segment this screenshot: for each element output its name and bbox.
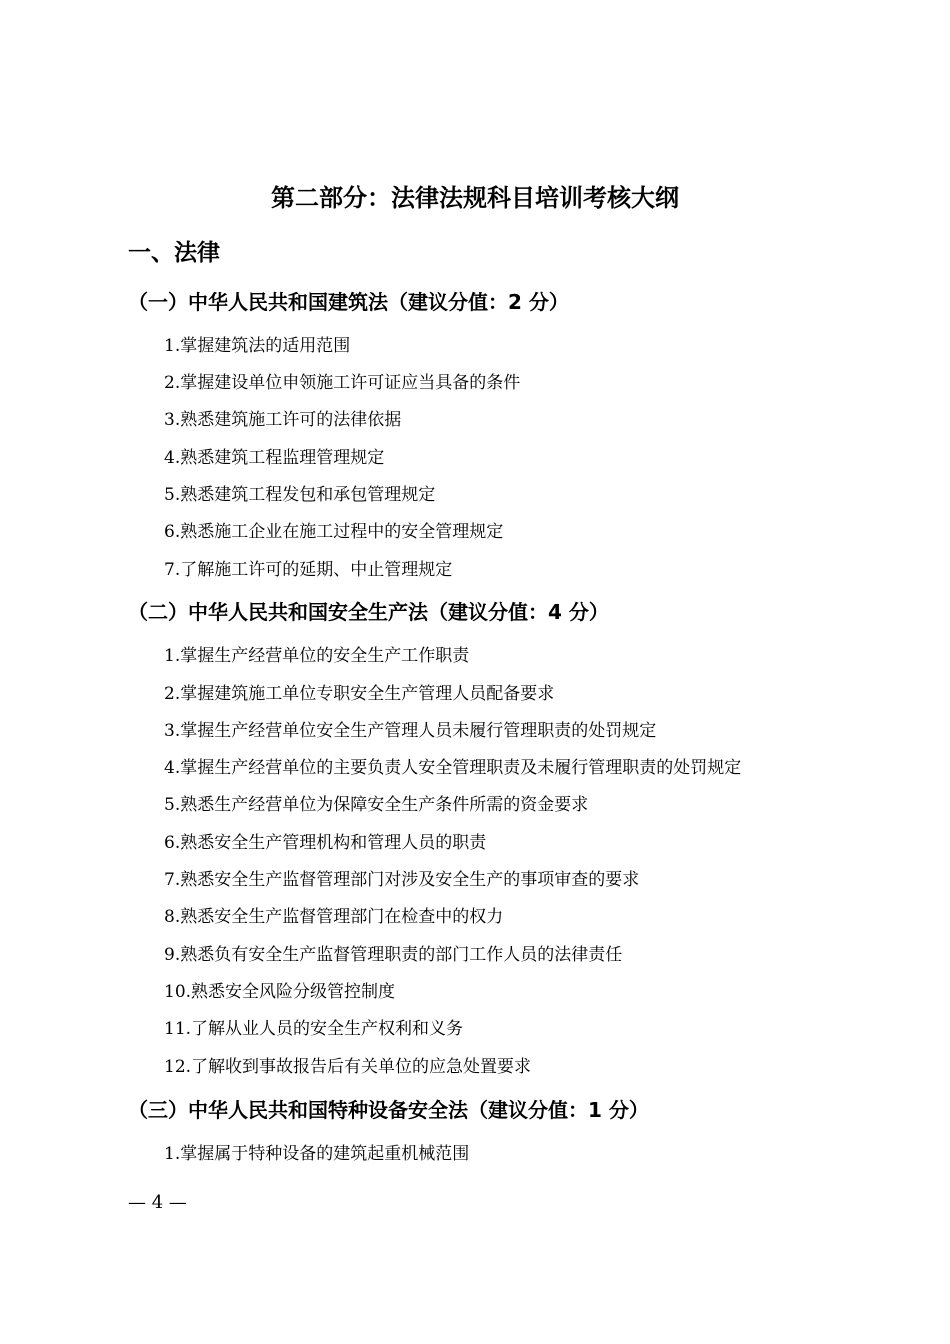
page-number: — 4 —	[128, 1192, 187, 1213]
list-item: 10.熟悉安全风险分级管控制度	[164, 982, 396, 1002]
list-item: 5.熟悉建筑工程发包和承包管理规定	[164, 485, 436, 505]
list-item: 3.熟悉建筑施工许可的法律依据	[164, 410, 402, 430]
page-title: 第二部分：法律法规科目培训考核大纲	[271, 184, 679, 212]
list-item: 4.熟悉建筑工程监理管理规定	[164, 448, 385, 468]
list-item: 12.了解收到事故报告后有关单位的应急处置要求	[164, 1057, 532, 1077]
list-item: 3.掌握生产经营单位安全生产管理人员未履行管理职责的处罚规定	[164, 721, 657, 741]
list-item: 1.掌握建筑法的适用范围	[164, 336, 351, 356]
section-heading-construction-law: （一）中华人民共和国建筑法（建议分值：2 分）	[128, 290, 569, 314]
part-heading-law: 一、法律	[128, 240, 220, 266]
list-item: 1.掌握生产经营单位的安全生产工作职责	[164, 646, 470, 666]
list-item: 6.熟悉安全生产管理机构和管理人员的职责	[164, 833, 487, 853]
list-item: 9.熟悉负有安全生产监督管理职责的部门工作人员的法律责任	[164, 945, 623, 965]
list-item: 11.了解从业人员的安全生产权利和义务	[164, 1019, 464, 1039]
section-heading-work-safety-law: （二）中华人民共和国安全生产法（建议分值：4 分）	[128, 600, 609, 624]
list-item: 7.熟悉安全生产监督管理部门对涉及安全生产的事项审查的要求	[164, 870, 640, 890]
list-item: 8.熟悉安全生产监督管理部门在检查中的权力	[164, 907, 504, 927]
list-item: 2.掌握建设单位申领施工许可证应当具备的条件	[164, 373, 521, 393]
list-item: 5.熟悉生产经营单位为保障安全生产条件所需的资金要求	[164, 795, 589, 815]
list-item: 7.了解施工许可的延期、中止管理规定	[164, 560, 453, 580]
section-heading-special-equipment-law: （三）中华人民共和国特种设备安全法（建议分值：1 分）	[128, 1098, 649, 1122]
list-item: 1.掌握属于特种设备的建筑起重机械范围	[164, 1144, 470, 1164]
list-item: 2.掌握建筑施工单位专职安全生产管理人员配备要求	[164, 684, 555, 704]
list-item: 6.熟悉施工企业在施工过程中的安全管理规定	[164, 522, 504, 542]
list-item: 4.掌握生产经营单位的主要负责人安全管理职责及未履行管理职责的处罚规定	[164, 758, 742, 778]
